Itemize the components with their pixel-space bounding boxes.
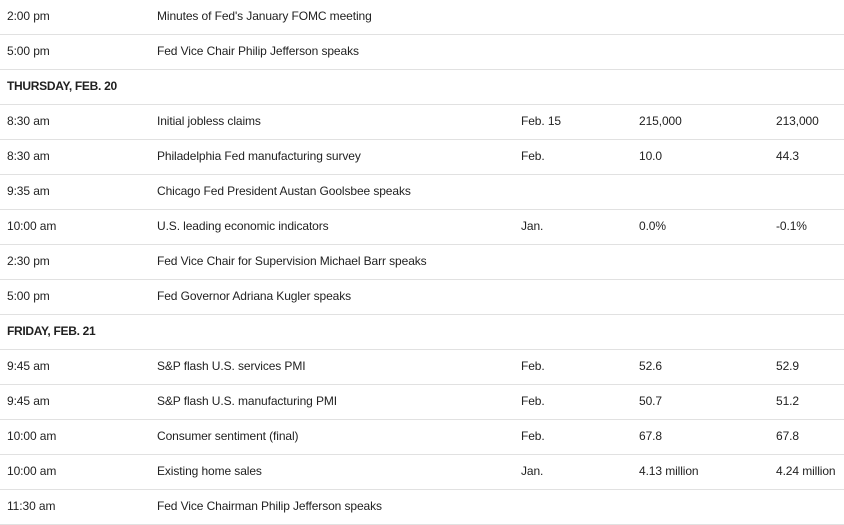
event-forecast: 215,000 — [639, 114, 682, 128]
day-label: FRIDAY, FEB. 21 — [7, 324, 96, 338]
event-time: 10:00 am — [7, 219, 57, 233]
table-row — [0, 455, 844, 490]
event-time: 9:45 am — [7, 359, 50, 373]
event-forecast: 50.7 — [639, 394, 662, 408]
table-row — [0, 350, 844, 385]
day-header-row — [0, 315, 844, 350]
event-name: Minutes of Fed's January FOMC meeting — [157, 9, 372, 23]
event-previous: 4.24 million — [776, 464, 836, 478]
event-name: Fed Vice Chairman Philip Jefferson speaks — [157, 499, 382, 513]
event-name: S&P flash U.S. services PMI — [157, 359, 306, 373]
event-name: Fed Vice Chair Philip Jefferson speaks — [157, 44, 359, 58]
event-name: Consumer sentiment (final) — [157, 429, 299, 443]
table-row — [0, 140, 844, 175]
table-row — [0, 105, 844, 140]
event-time: 10:00 am — [7, 429, 57, 443]
event-time: 10:00 am — [7, 464, 57, 478]
event-name: Chicago Fed President Austan Goolsbee speaks — [157, 184, 411, 198]
event-time: 2:00 pm — [7, 9, 50, 23]
table-row — [0, 175, 844, 210]
event-time: 8:30 am — [7, 149, 50, 163]
event-forecast: 0.0% — [639, 219, 666, 233]
day-header-row — [0, 70, 844, 105]
event-name: Fed Governor Adriana Kugler speaks — [157, 289, 352, 303]
event-name: S&P flash U.S. manufacturing PMI — [157, 394, 337, 408]
event-name: Initial jobless claims — [157, 114, 261, 128]
table-row — [0, 490, 844, 525]
event-forecast: 4.13 million — [639, 464, 699, 478]
event-time: 11:30 am — [7, 499, 56, 513]
day-label: THURSDAY, FEB. 20 — [7, 79, 117, 93]
table-row — [0, 210, 844, 245]
table-row — [0, 245, 844, 280]
event-period: Jan. — [521, 464, 544, 478]
event-time: 9:35 am — [7, 184, 50, 198]
event-period: Feb. — [521, 149, 545, 163]
event-time: 2:30 pm — [7, 254, 50, 268]
event-previous: 67.8 — [776, 429, 799, 443]
event-name: Fed Vice Chair for Supervision Michael Barr speaks — [157, 254, 427, 268]
event-forecast: 67.8 — [639, 429, 662, 443]
event-forecast: 52.6 — [639, 359, 662, 373]
table-row — [0, 35, 844, 70]
event-previous: 44.3 — [776, 149, 799, 163]
table-row — [0, 420, 844, 455]
event-previous: 51.2 — [776, 394, 799, 408]
table-row — [0, 0, 844, 35]
event-period: Feb. — [521, 359, 545, 373]
event-forecast: 10.0 — [639, 149, 662, 163]
event-time: 9:45 am — [7, 394, 50, 408]
table-row — [0, 385, 844, 420]
event-period: Feb. 15 — [521, 114, 561, 128]
event-name: U.S. leading economic indicators — [157, 219, 329, 233]
event-period: Feb. — [521, 429, 545, 443]
event-previous: 52.9 — [776, 359, 799, 373]
event-time: 5:00 pm — [7, 289, 50, 303]
event-time: 8:30 am — [7, 114, 50, 128]
event-time: 5:00 pm — [7, 44, 50, 58]
event-name: Philadelphia Fed manufacturing survey — [157, 149, 361, 163]
event-previous: 213,000 — [776, 114, 819, 128]
event-period: Jan. — [521, 219, 544, 233]
event-previous: -0.1% — [776, 219, 807, 233]
event-period: Feb. — [521, 394, 545, 408]
table-row — [0, 280, 844, 315]
event-name: Existing home sales — [157, 464, 262, 478]
